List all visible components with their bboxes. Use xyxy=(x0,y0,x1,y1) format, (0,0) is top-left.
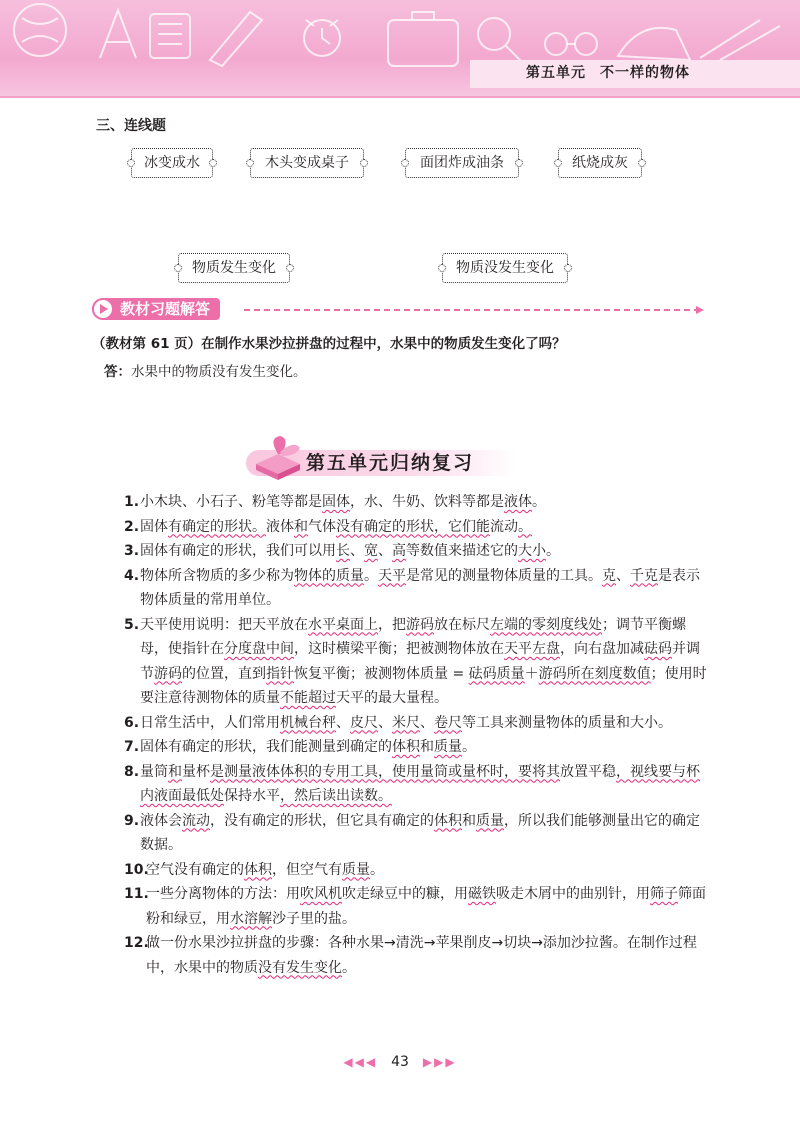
plain-text: 。 xyxy=(546,543,560,559)
key-term: 游码 xyxy=(154,665,182,682)
review-item-text xyxy=(124,613,710,711)
plain-text: 物体所含物质的多少称为 xyxy=(140,567,294,584)
plain-text: 筛面粉和绿豆，用 xyxy=(146,886,706,927)
key-term: ，然后读出读数。 xyxy=(280,788,392,804)
key-term: 宽 xyxy=(364,543,378,559)
review-item-text xyxy=(124,760,710,809)
key-term: 。 xyxy=(518,518,532,535)
review-item-text xyxy=(124,515,710,540)
key-term: 流动 xyxy=(182,812,210,829)
key-term: 磁铁 xyxy=(468,886,496,902)
plain-text: 气体 xyxy=(308,518,336,535)
plain-text: ，这时横梁平衡；把被测物体放在 xyxy=(294,641,504,657)
plain-text: 保持水平 xyxy=(224,788,280,804)
review-item-number: 1. xyxy=(124,494,140,510)
answer-text: 水果中的物质没有发生变化。 xyxy=(131,364,307,380)
plain-text: 固体有确定的形状，我们能测量到确定的 xyxy=(140,739,392,755)
review-item-number: 3. xyxy=(124,543,140,559)
key-term: 皮尺 xyxy=(350,714,378,731)
plain-text: 小木块、小石子、粉笔等都是 xyxy=(140,494,322,510)
plain-text: 液体会 xyxy=(140,812,182,829)
key-term: 物体的质量 xyxy=(294,567,364,584)
key-term: 天平左盘 xyxy=(504,641,560,657)
plain-text: 、 xyxy=(378,543,392,559)
key-term: 千克 xyxy=(630,567,658,584)
plain-text: 沙子里的盐。 xyxy=(272,910,356,927)
key-term: 质量 xyxy=(476,812,504,829)
plain-text: 空气没有确定的 xyxy=(146,861,244,878)
plain-text: 天平的最大量程。 xyxy=(336,690,448,706)
plain-text: 天平使用说明：把天平放在 xyxy=(140,616,308,633)
plain-text: 吹走绿豆中的糠，用 xyxy=(342,886,468,902)
plain-text: 和 xyxy=(420,739,434,755)
review-item-number: 7. xyxy=(124,739,140,755)
plain-text: 做一份水果沙拉拼盘的步骤：各种水果→清洗→苹果削皮→切块→添加沙拉酱。在制作过程中，水果中的物质 xyxy=(146,935,697,976)
unit-title: 不一样的物体 xyxy=(600,65,690,81)
plain-text: 、 xyxy=(420,714,434,731)
review-item-text xyxy=(124,882,710,931)
plain-text: ，向右盘加减 xyxy=(560,641,644,657)
plain-text: 固体有确定的形状，我们可以用 xyxy=(140,543,336,559)
plain-text: ，没有确定的形状，但它具有确定的 xyxy=(210,812,434,829)
key-term: 克 xyxy=(602,567,616,584)
key-term: 不能超过 xyxy=(280,690,336,706)
review-item-number: 12. xyxy=(124,935,149,951)
plain-text: 流动 xyxy=(490,518,518,535)
plain-text: 放置平稳 xyxy=(560,763,616,780)
plain-text: 。 xyxy=(370,861,384,878)
review-item-text xyxy=(124,931,710,980)
key-term: 游码所在刻度数值 xyxy=(538,665,651,682)
key-term: 吹风机 xyxy=(300,886,342,902)
plain-text: 。 xyxy=(532,494,546,510)
review-item-number: 10. xyxy=(124,861,149,878)
plain-text: 并调节 xyxy=(140,641,700,682)
key-term: 水溶解 xyxy=(230,910,272,927)
match-box-top-1: 冰变成水 xyxy=(131,148,213,178)
plain-text: 量杯 xyxy=(182,763,210,780)
play-icon xyxy=(92,298,114,320)
key-term: 高 xyxy=(392,543,406,559)
plain-text: 是表示物体质量的常用单位。 xyxy=(140,567,700,608)
key-term: 和 xyxy=(168,763,182,780)
key-term: 体积 xyxy=(392,739,420,755)
review-item xyxy=(124,515,710,540)
key-term: 质量 xyxy=(434,739,462,755)
plain-text: 日常生活中，人们常用 xyxy=(140,714,280,731)
exercise-tab-label: 教材习题解答 xyxy=(120,300,211,318)
plain-text: 是常见的测量物体质量的工具。 xyxy=(406,567,602,584)
review-item xyxy=(124,882,710,931)
key-term: 固体 xyxy=(322,494,350,510)
plain-text: 恢复平衡；被测物体质量 = xyxy=(294,665,469,682)
review-item-number: 11. xyxy=(124,886,149,902)
match-box-bottom-2: 物质没发生变化 xyxy=(442,253,568,283)
key-term: 液体 xyxy=(504,494,532,510)
key-term: 长 xyxy=(336,543,350,559)
exercise-question: （教材第 61 页）在制作水果沙拉拼盘的过程中，水果中的物质发生变化了吗？ xyxy=(92,336,566,352)
plain-text: 、 xyxy=(350,543,364,559)
key-term: 指针 xyxy=(266,665,294,682)
exercise-answer xyxy=(104,360,307,380)
unit-number: 第五单元 xyxy=(526,65,586,81)
review-item xyxy=(124,858,710,883)
match-box-top-4: 纸烧成灰 xyxy=(558,148,642,178)
review-title: 第五单元归纳复习 xyxy=(306,452,475,474)
key-term: 砝码质量 xyxy=(468,665,525,682)
plain-text: 液体 xyxy=(266,518,294,535)
plain-text: ，所以我们能够测量出它的确定数据。 xyxy=(140,812,700,853)
review-list xyxy=(124,490,710,980)
key-term: 没有确定的形状，它们能 xyxy=(336,518,490,535)
plain-text: 量筒 xyxy=(140,763,168,780)
plain-text: ，水、牛奶、饮料等都是 xyxy=(350,494,504,510)
review-item-text xyxy=(124,490,710,515)
key-term: 分度盘中间 xyxy=(224,641,294,657)
review-item-text xyxy=(124,539,710,564)
review-item xyxy=(124,760,710,809)
review-item xyxy=(124,539,710,564)
plain-text: 固体 xyxy=(140,518,168,535)
unit-heading xyxy=(526,62,690,82)
plain-text: 吸走木屑中的曲别针，用 xyxy=(496,886,650,902)
plain-text: 。 xyxy=(462,739,476,755)
plain-text: 的位置，直到 xyxy=(182,665,266,682)
page-footer xyxy=(0,1054,800,1070)
match-box-top-2: 木头变成桌子 xyxy=(250,148,364,178)
review-item-number: 8. xyxy=(124,763,140,780)
review-item xyxy=(124,931,710,980)
review-item xyxy=(124,564,710,613)
key-term: 水平桌面上 xyxy=(308,616,378,633)
key-term: 和 xyxy=(294,518,308,535)
plain-text: 等数值来描述它的 xyxy=(406,543,518,559)
plain-text: ，但空气有 xyxy=(272,861,342,878)
review-item-text xyxy=(124,809,710,858)
page-header xyxy=(0,0,800,98)
key-term: ，视线要与杯内液面最低处 xyxy=(140,763,700,804)
plain-text: ；使用时要注意待测物体的质量 xyxy=(140,665,707,706)
key-term: 砝码 xyxy=(644,641,672,657)
review-item-number: 4. xyxy=(124,567,140,584)
section-title: 三、连线题 xyxy=(96,118,166,134)
tab-dashed-line xyxy=(244,309,700,311)
plain-text: 。 xyxy=(364,567,378,584)
plain-text: 放在标尺 xyxy=(434,616,490,633)
review-item-text xyxy=(124,711,710,736)
review-item-text xyxy=(124,735,710,760)
key-term: 没有发生变化 xyxy=(258,959,342,976)
review-item-text xyxy=(124,858,710,883)
review-banner xyxy=(246,434,516,482)
plain-text: 。 xyxy=(342,959,356,976)
key-term: 米尺 xyxy=(392,714,420,731)
key-term: 机械台秤 xyxy=(280,714,336,731)
plain-text: ，把 xyxy=(378,616,406,633)
key-term: 游码 xyxy=(406,616,434,633)
review-item xyxy=(124,809,710,858)
match-box-top-3: 面团炸成油条 xyxy=(405,148,519,178)
key-term: 大小 xyxy=(518,543,546,559)
review-item-number: 6. xyxy=(124,714,140,731)
review-item xyxy=(124,613,710,711)
review-item-number: 5. xyxy=(124,616,140,633)
plain-text: 等工具来测量物体的质量和大小。 xyxy=(462,714,672,731)
match-box-bottom-1: 物质发生变化 xyxy=(178,253,290,283)
plain-text: 一些分离物体的方法：用 xyxy=(146,886,300,902)
key-term: 体积 xyxy=(434,812,462,829)
key-term: 是测量液体体积的专用工具，使用量筒或量杯时，要将其 xyxy=(210,763,560,780)
plain-text: 、 xyxy=(378,714,392,731)
key-term: 筛子 xyxy=(650,886,678,902)
plain-text: ；调节平衡螺母，使指针在 xyxy=(140,616,686,657)
left-arrows-icon: ◀◀◀ xyxy=(343,1055,378,1069)
key-term: 卷尺 xyxy=(434,714,462,731)
review-item xyxy=(124,711,710,736)
review-item xyxy=(124,490,710,515)
page-number: 43 xyxy=(391,1054,409,1070)
plain-text: 、 xyxy=(336,714,350,731)
answer-label: 答： xyxy=(104,364,131,380)
key-term: 天平 xyxy=(378,567,406,584)
right-arrows-icon: ▶▶▶ xyxy=(422,1055,457,1069)
key-term: 有确定的形状。 xyxy=(168,518,266,535)
review-item-text xyxy=(124,564,710,613)
plain-text: ＋ xyxy=(524,665,539,682)
plain-text: 、 xyxy=(616,567,630,584)
gift-box-icon xyxy=(250,434,306,480)
review-item xyxy=(124,735,710,760)
review-item-number: 2. xyxy=(124,518,140,535)
key-term: 质量 xyxy=(342,861,370,878)
key-term: 体积 xyxy=(244,861,272,878)
header-divider xyxy=(0,96,800,98)
key-term: 左端的零刻度线处 xyxy=(490,616,602,633)
review-item-number: 9. xyxy=(124,812,140,829)
plain-text: 和 xyxy=(462,812,476,829)
